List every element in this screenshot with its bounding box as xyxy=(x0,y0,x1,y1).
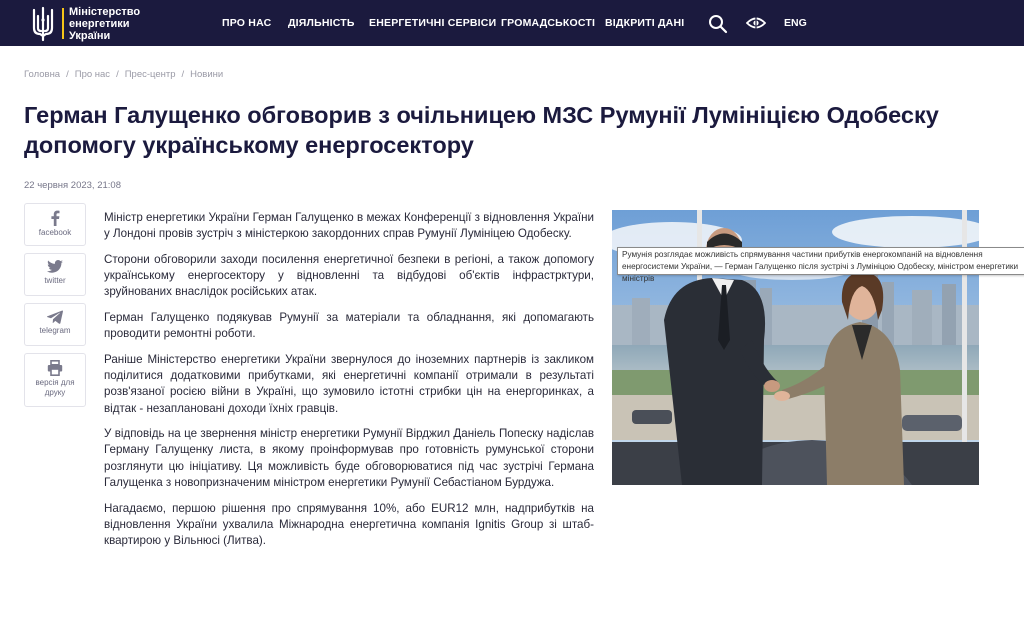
share-telegram-button[interactable] xyxy=(24,303,86,346)
article-paragraph: Раніше Міністерство енергетики України звернулося до іноземних партнерів із закликом поділитися додатковими прибутками, які енергетичні компанії отримали в результаті розв'язаної росією війни в Україні, що зумовило істотні стрибки цін на енергоринках, а відтак - незаплановані доходи їхніх гравців. xyxy=(104,352,594,415)
breadcrumb-separator: / xyxy=(66,69,69,80)
ministry-logo[interactable] xyxy=(28,4,158,42)
share-twitter-label: twitter xyxy=(44,276,66,285)
accessibility-eye-icon[interactable] xyxy=(746,15,766,31)
image-tooltip: Румунія розглядає можливість спрямування частини прибутків енергокомпаній на відновлення енергосистеми України, — Герман Галущенко після зустрічі з Лумініцою Одобеску, міністром енергетики міністрів xyxy=(617,247,1024,275)
nav-open-data[interactable]: ВІДКРИТІ ДАНІ xyxy=(605,17,685,29)
nav-about[interactable]: ПРО НАС xyxy=(222,17,272,29)
facebook-icon xyxy=(47,210,63,226)
logo-line-3: України xyxy=(69,30,111,42)
breadcrumb-separator: / xyxy=(116,69,119,80)
share-facebook-button[interactable] xyxy=(24,203,86,246)
share-telegram-label: telegram xyxy=(39,326,71,335)
breadcrumb-about[interactable]: Про нас xyxy=(74,69,111,80)
article-paragraph: Нагадаємо, першою рішення про спрямування 10%, або EUR12 млн, надприбутків на відновлення України ухвалила Міжнародна енергетична компанія Ignitis Group зі штаб-квартирою у Вільнюсі (Литва). xyxy=(104,501,594,547)
page-title: Герман Галущенко обговорив з очільницею МЗС Румунії Лумініцією Одобеску допомогу українському енергосектору xyxy=(24,102,939,158)
print-version-label: версія для друку xyxy=(35,378,75,397)
search-icon[interactable] xyxy=(708,14,728,34)
article-paragraph: У відповідь на це звернення міністр енергетики Румунії Вірджил Даніель Попеску надіслав Герману Галущенку листа, в якому проінформував про готовність румунської сторони розглянути цю ініціативу. Ця можливість буде обговорюватися під час зустрічі Германа Галущенка з новопризначеним міністром енергетики Румунії Себастіаном Бурдужа. xyxy=(104,427,594,489)
share-twitter-button[interactable] xyxy=(24,253,86,296)
site-header xyxy=(0,0,1024,46)
breadcrumb xyxy=(24,69,223,80)
print-version-button[interactable] xyxy=(24,353,86,407)
article-paragraph: Міністр енергетики України Герман Галущенко в межах Конференції з відновлення України у Лондоні провів зустріч з міністеркою закордонних справ Румунії Лумініцею Одобеску. xyxy=(104,211,594,241)
logo-text xyxy=(69,6,179,42)
article-body xyxy=(104,210,594,559)
publish-date: 22 червня 2023, 21:08 xyxy=(24,180,121,191)
breadcrumb-separator: / xyxy=(181,69,185,80)
logo-line-1: Міністерство xyxy=(69,6,141,18)
share-facebook-label: facebook xyxy=(38,228,72,237)
breadcrumb-home[interactable]: Головна xyxy=(24,69,61,80)
breadcrumb-news[interactable]: Новини xyxy=(190,69,224,80)
telegram-icon xyxy=(47,310,63,324)
article-paragraph: Герман Галущенко подякував Румунії за матеріали та обладнання, які допомагають проводити ремонтні роботи. xyxy=(104,311,594,341)
print-icon xyxy=(47,360,63,376)
language-switch[interactable]: ENG xyxy=(784,17,807,29)
nav-activity[interactable]: ДІЯЛЬНІСТЬ xyxy=(288,17,355,29)
twitter-icon xyxy=(47,260,63,274)
breadcrumb-press[interactable]: Прес-центр xyxy=(124,69,176,80)
logo-divider xyxy=(62,8,64,39)
logo-line-2: енергетики xyxy=(69,18,130,30)
trident-icon xyxy=(28,6,58,42)
nav-energy-services[interactable]: ЕНЕРГЕТИЧНІ СЕРВІСИ xyxy=(369,17,497,29)
article-paragraph: Сторони обговорили заходи посилення енергетичної безпеки в регіоні, а також допомогу українському енергосектору у відновленні та відбудові об'єктів інфрастрктури, зруйнованих внаслідок російських атак. xyxy=(104,252,594,299)
nav-public[interactable]: ГРОМАДСЬКОСТІ xyxy=(501,17,596,29)
